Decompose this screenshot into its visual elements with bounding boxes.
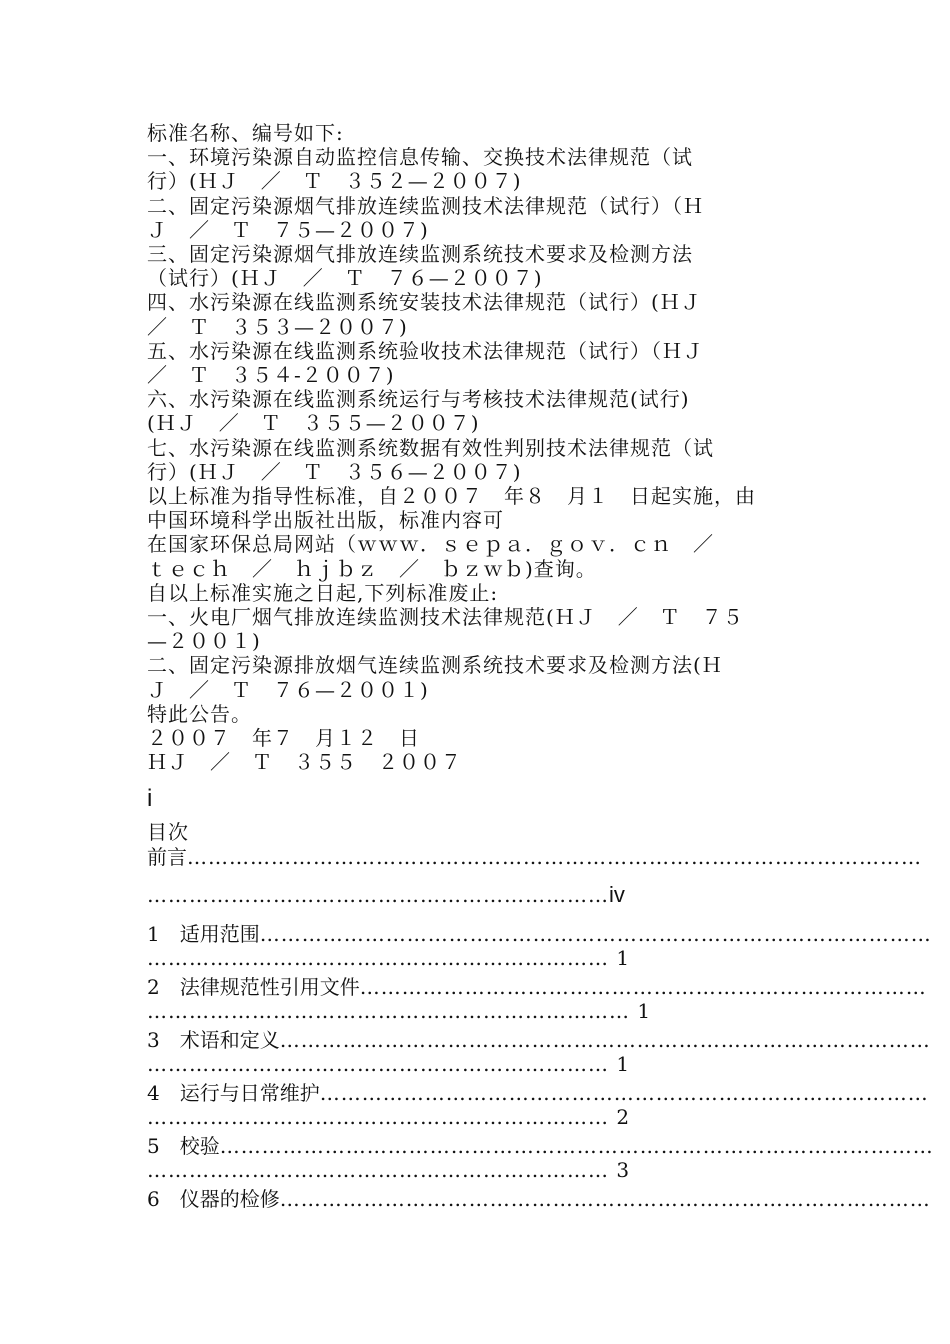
toc-page-number: 3 [616, 1158, 630, 1183]
toc-leader-dots: ………………………………………………………… [147, 883, 609, 908]
toc-page-number: 1 [637, 999, 651, 1024]
toc-leader-dots: ………………………………………………………… [147, 946, 617, 971]
toc-leader-dots: …………………………………………………………………………………………… [187, 844, 922, 869]
body-line: (ＨＪ ／ Ｔ ３５５—２００７) [147, 411, 480, 436]
body-line: ／ Ｔ ３５４-２００７) [147, 363, 395, 388]
document-page [147, 121, 934, 1211]
toc-title: 目次 [147, 820, 189, 845]
body-line: Ｊ ／ Ｔ ７５—２００７) [147, 217, 429, 242]
toc-page-number: 2 [616, 1105, 630, 1130]
body-line: 三、固定污染源烟气排放连续监测系统技术要求及检测方法 [147, 242, 693, 267]
toc-page-number: iv [609, 882, 625, 908]
body-line: 特此公告。 [147, 701, 252, 726]
toc-entry-calibration[interactable] [147, 1133, 934, 1183]
toc-entry-normative-references[interactable] [147, 974, 927, 1024]
toc-entry-label: 4 运行与日常维护 [147, 1080, 320, 1105]
toc-leader-dots: ………………………………………………………… [147, 1158, 617, 1183]
toc-leader-dots: ………………………………………………………… [147, 1052, 617, 1077]
body-line: 行）(ＨＪ ／ Ｔ ３５６—２００７) [147, 459, 522, 484]
body-line: 以上标准为指导性标准，自２００７ 年８ 月１ 日起实施，由 [147, 484, 756, 509]
body-line: 二、固定污染源排放烟气连续监测系统技术要求及检测方法(Ｈ [147, 653, 723, 678]
toc-entry-label: 2 法律规范性引用文件 [147, 974, 360, 999]
body-line: —２００１) [147, 629, 261, 654]
toc-entry-label: 前言 [147, 844, 187, 869]
toc-page-number: 1 [616, 1052, 630, 1077]
body-line: ｔｅｃｈ ／ ｈｊｂｚ ／ ｂｚｗｂ)查询。 [147, 556, 597, 581]
body-line: 七、水污染源在线监测系统数据有效性判别技术法律规范（试 [147, 435, 714, 460]
body-line: 自以上标准实施之日起,下列标准废止: [147, 580, 499, 605]
toc-entry-label: 1 适用范围 [147, 921, 260, 946]
announcement-body [147, 121, 807, 774]
toc-leader-dots: …………………………………………………………………………… [319, 1080, 929, 1105]
body-line: （试行）(ＨＪ ／ Ｔ ７６—２００７) [147, 266, 543, 291]
toc-leader-dots: ………………………………………………………… [147, 1105, 617, 1130]
body-line: 六、水污染源在线监测系统运行与考核技术法律规范(试行) [147, 387, 690, 412]
body-line: 标准名称、编号如下: [147, 121, 344, 145]
toc-entry-operation-maintenance[interactable] [147, 1080, 929, 1130]
roman-page-number: i [147, 785, 153, 813]
toc-leader-dots: ………………………………………………………………………………… [279, 1186, 931, 1211]
toc-leader-dots: …………………………………………………………… [147, 999, 638, 1024]
body-line: 五、水污染源在线监测系统验收技术法律规范（试行）（ＨＪ [147, 338, 704, 363]
toc-leader-dots: …………………………………………………………………………………… [259, 921, 932, 946]
body-line: 行）(ＨＪ ／ Ｔ ３５２—２００７) [147, 169, 522, 194]
toc-leader-dots: ………………………………………………………………………………………… [219, 1133, 934, 1158]
body-line: ／ Ｔ ３５３—２００７) [147, 314, 408, 339]
toc-entry-instrument-repair[interactable] [147, 1186, 931, 1212]
toc-entry-scope[interactable] [147, 921, 932, 971]
body-line: 中国环境科学出版社出版，标准内容可 [147, 508, 504, 533]
toc-entry-label: 5 校验 [147, 1133, 220, 1158]
body-line: 一、环境污染源自动监控信息传输、交换技术法律规范（试 [147, 145, 693, 170]
body-line: 一、火电厂烟气排放连续监测技术法律规范(ＨＪ ／ Ｔ ７５ [147, 605, 744, 630]
toc-entry-label: 3 术语和定义 [147, 1027, 280, 1052]
toc-entry-terms-definitions[interactable] [147, 1027, 931, 1077]
body-line: ２００７ 年７ 月１２ 日 [147, 726, 420, 751]
toc-page-number: 1 [616, 946, 630, 971]
toc-leader-dots: ………………………………………………………………………………… [279, 1027, 931, 1052]
toc-entry-label: 6 仪器的检修 [147, 1186, 280, 1211]
body-line: 在国家环保总局网站（ｗｗｗ．ｓｅｐａ．ｇｏｖ．ｃｎ ／ [147, 532, 714, 557]
body-line: 四、水污染源在线监测系统安装技术法律规范（试行）(ＨＪ [147, 290, 702, 315]
toc-leader-dots: ……………………………………………………………………… [359, 974, 927, 999]
table-of-contents [147, 820, 934, 1211]
body-line: ＨＪ ／ Ｔ ３５５ ２００７ [147, 750, 462, 775]
body-line: 二、固定污染源烟气排放连续监测技术法律规范（试行）（Ｈ [147, 193, 704, 218]
toc-entry-preface[interactable] [147, 844, 922, 908]
body-line: Ｊ ／ Ｔ ７６—２００１) [147, 677, 429, 702]
